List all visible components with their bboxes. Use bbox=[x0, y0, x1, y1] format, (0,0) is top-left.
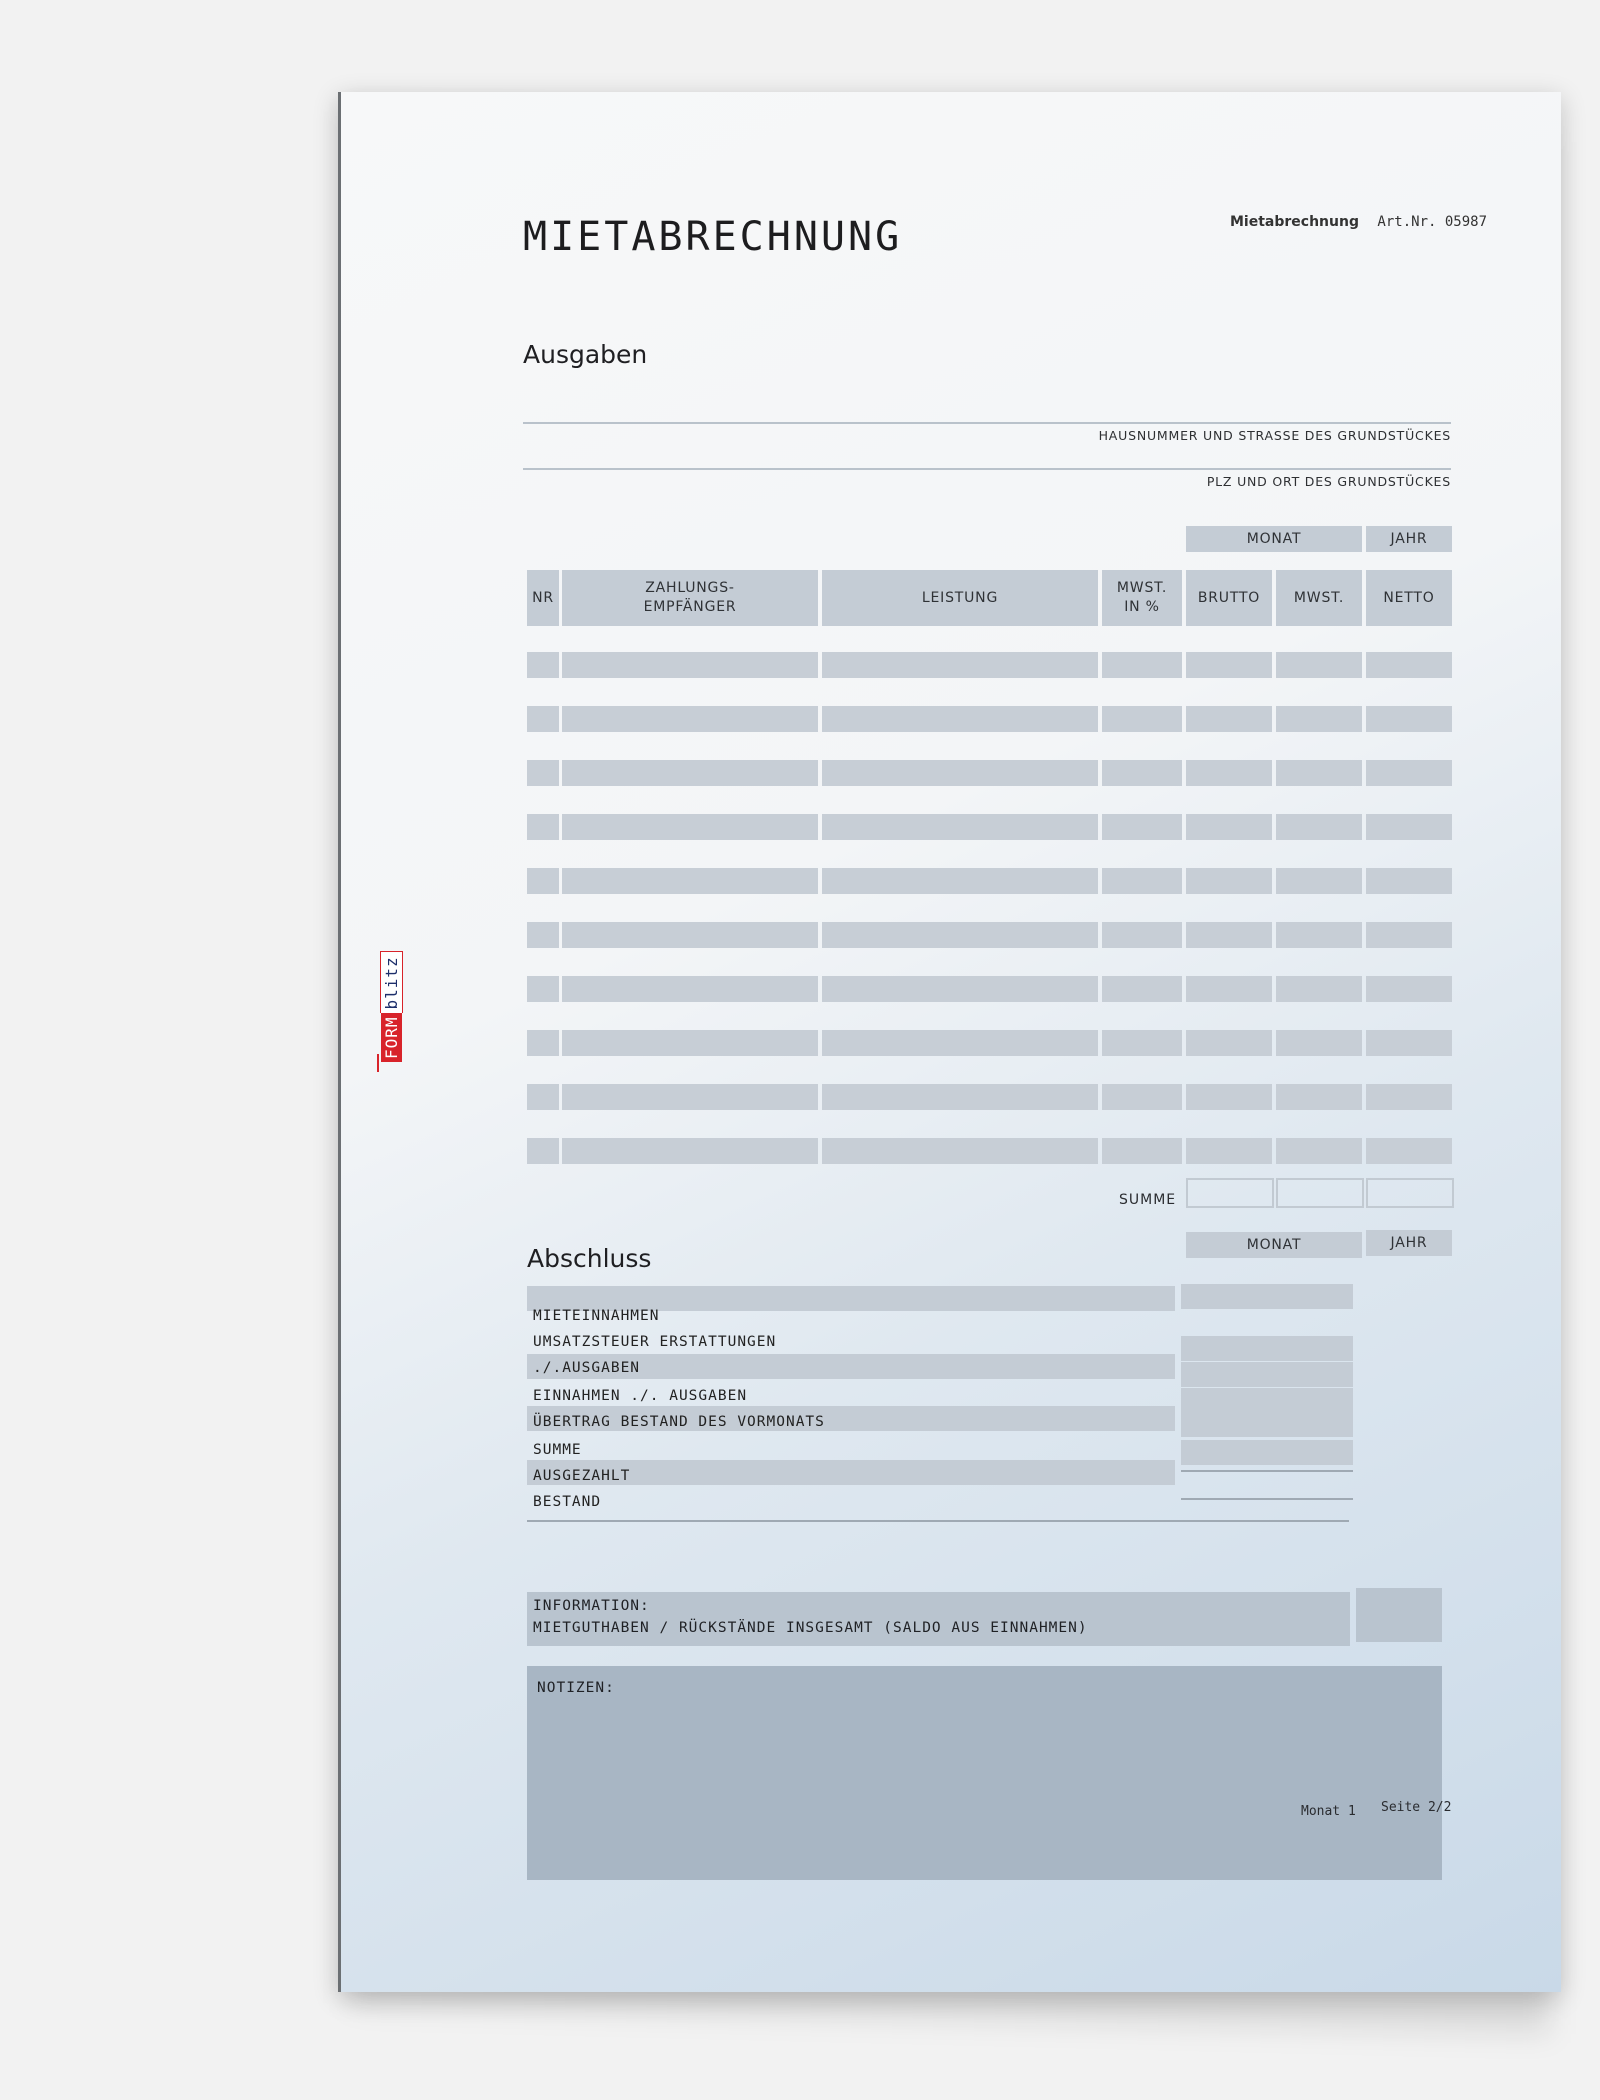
cell-mwst[interactable] bbox=[1276, 814, 1362, 840]
cell-netto[interactable] bbox=[1366, 1030, 1452, 1056]
cell-netto[interactable] bbox=[1366, 652, 1452, 678]
brand-part-blitz: blitz bbox=[380, 951, 403, 1013]
column-header-leistung: LEISTUNG bbox=[822, 570, 1098, 626]
page-content bbox=[341, 92, 1561, 1992]
cell-mwst-percent[interactable] bbox=[1102, 706, 1182, 732]
cell-leistung[interactable] bbox=[822, 1084, 1098, 1110]
cell-mwst[interactable] bbox=[1276, 868, 1362, 894]
cell-leistung[interactable] bbox=[822, 1030, 1098, 1056]
cell-netto[interactable] bbox=[1366, 1138, 1452, 1164]
column-header-brutto: BRUTTO bbox=[1186, 570, 1272, 626]
cell-netto[interactable] bbox=[1366, 976, 1452, 1002]
city-label: PLZ UND ORT DES GRUNDSTÜCKES bbox=[1206, 474, 1451, 489]
notes-field[interactable] bbox=[527, 1666, 1442, 1880]
summe-netto[interactable] bbox=[1366, 1178, 1454, 1208]
information-label: INFORMATION: bbox=[533, 1598, 650, 1614]
cell-netto[interactable] bbox=[1366, 760, 1452, 786]
abschluss-label-mieteinnahmen: MIETEINNAHMEN bbox=[533, 1308, 660, 1324]
cell-mwst[interactable] bbox=[1276, 760, 1362, 786]
cell-brutto[interactable] bbox=[1186, 652, 1272, 678]
abschluss-label-ausgezahlt: AUSGEZAHLT bbox=[533, 1468, 631, 1484]
cell-brutto[interactable] bbox=[1186, 1030, 1272, 1056]
column-header-mwst: MWST. bbox=[1276, 570, 1362, 626]
cell-mwst-percent[interactable] bbox=[1102, 1030, 1182, 1056]
bestand-underline bbox=[527, 1520, 1349, 1522]
cell-mwst[interactable] bbox=[1276, 652, 1362, 678]
summe-brutto[interactable] bbox=[1186, 1178, 1274, 1208]
cell-mwst[interactable] bbox=[1276, 1138, 1362, 1164]
abschluss-field-summe[interactable] bbox=[1181, 1440, 1353, 1465]
abschluss-field-einnahmen-ausgaben[interactable] bbox=[1181, 1388, 1353, 1413]
group-header-jahr: JAHR bbox=[1366, 526, 1452, 552]
cell-empfaenger[interactable] bbox=[562, 922, 818, 948]
abschluss-label-summe: SUMME bbox=[533, 1442, 582, 1458]
information-box bbox=[527, 1592, 1350, 1646]
cell-nr[interactable] bbox=[527, 868, 559, 894]
cell-brutto[interactable] bbox=[1186, 814, 1272, 840]
cell-mwst[interactable] bbox=[1276, 1030, 1362, 1056]
cell-empfaenger[interactable] bbox=[562, 976, 818, 1002]
cell-empfaenger[interactable] bbox=[562, 1030, 818, 1056]
cell-netto[interactable] bbox=[1366, 868, 1452, 894]
cell-brutto[interactable] bbox=[1186, 868, 1272, 894]
header-form-name: Mietabrechnung bbox=[1230, 214, 1359, 230]
cell-brutto[interactable] bbox=[1186, 1084, 1272, 1110]
document-title: MIETABRECHNUNG bbox=[523, 214, 903, 260]
abschluss-label-bestand: BESTAND bbox=[533, 1494, 602, 1510]
group-header-monat: MONAT bbox=[1186, 526, 1362, 552]
abschluss-field-mieteinnahmen[interactable] bbox=[1181, 1284, 1353, 1309]
column-header-nr: NR bbox=[527, 570, 559, 626]
cell-brutto[interactable] bbox=[1186, 922, 1272, 948]
cell-leistung[interactable] bbox=[822, 652, 1098, 678]
abschluss-label-ausgaben: ./.AUSGABEN bbox=[533, 1360, 641, 1376]
abschluss-header-jahr: JAHR bbox=[1366, 1230, 1452, 1256]
cell-mwst-percent[interactable] bbox=[1102, 1084, 1182, 1110]
column-header-netto: NETTO bbox=[1366, 570, 1452, 626]
cell-empfaenger[interactable] bbox=[562, 814, 818, 840]
notes-label: NOTIZEN: bbox=[537, 1680, 615, 1696]
cell-nr[interactable] bbox=[527, 814, 559, 840]
formblitz-logo bbox=[380, 951, 403, 1062]
cell-brutto[interactable] bbox=[1186, 706, 1272, 732]
cell-netto[interactable] bbox=[1366, 1084, 1452, 1110]
cell-leistung[interactable] bbox=[822, 868, 1098, 894]
ausgaben-heading: Ausgaben bbox=[523, 340, 648, 369]
cell-leistung[interactable] bbox=[822, 922, 1098, 948]
cell-nr[interactable] bbox=[527, 976, 559, 1002]
address-line[interactable] bbox=[523, 422, 1451, 424]
cell-empfaenger[interactable] bbox=[562, 1084, 818, 1110]
summe-mwst[interactable] bbox=[1276, 1178, 1364, 1208]
cell-nr[interactable] bbox=[527, 1138, 559, 1164]
abschluss-field-bestand[interactable] bbox=[1181, 1498, 1353, 1500]
cell-empfaenger[interactable] bbox=[562, 760, 818, 786]
abschluss-header-monat: MONAT bbox=[1186, 1232, 1362, 1258]
cell-mwst[interactable] bbox=[1276, 922, 1362, 948]
abschluss-label-umsatzsteuer: UMSATZSTEUER ERSTATTUNGEN bbox=[533, 1334, 777, 1350]
cell-leistung[interactable] bbox=[822, 1138, 1098, 1164]
document-page bbox=[338, 92, 1561, 1992]
header-article-number: Art.Nr. 05987 bbox=[1377, 214, 1487, 230]
abschluss-heading: Abschluss bbox=[527, 1244, 652, 1273]
cell-nr[interactable] bbox=[527, 1084, 559, 1110]
abschluss-field-uebertrag[interactable] bbox=[1181, 1412, 1353, 1437]
cell-nr[interactable] bbox=[527, 706, 559, 732]
cell-brutto[interactable] bbox=[1186, 976, 1272, 1002]
cell-mwst[interactable] bbox=[1276, 976, 1362, 1002]
cell-mwst[interactable] bbox=[1276, 1084, 1362, 1110]
cell-nr[interactable] bbox=[527, 1030, 559, 1056]
cell-leistung[interactable] bbox=[822, 706, 1098, 732]
cell-nr[interactable] bbox=[527, 760, 559, 786]
summe-label: SUMME bbox=[1119, 1192, 1177, 1208]
cell-mwst-percent[interactable] bbox=[1102, 814, 1182, 840]
cell-empfaenger[interactable] bbox=[562, 652, 818, 678]
abschluss-field-ausgaben[interactable] bbox=[1181, 1362, 1353, 1387]
cell-empfaenger[interactable] bbox=[562, 706, 818, 732]
cell-netto[interactable] bbox=[1366, 706, 1452, 732]
cell-mwst[interactable] bbox=[1276, 706, 1362, 732]
cell-empfaenger[interactable] bbox=[562, 868, 818, 894]
cell-mwst-percent[interactable] bbox=[1102, 652, 1182, 678]
cell-nr[interactable] bbox=[527, 652, 559, 678]
cell-mwst-percent[interactable] bbox=[1102, 976, 1182, 1002]
cell-leistung[interactable] bbox=[822, 814, 1098, 840]
cell-netto[interactable] bbox=[1366, 922, 1452, 948]
information-value-field[interactable] bbox=[1356, 1588, 1442, 1642]
cell-leistung[interactable] bbox=[822, 760, 1098, 786]
abschluss-label-einnahmen-ausgaben: EINNAHMEN ./. AUSGABEN bbox=[533, 1388, 748, 1404]
footer-page: Seite 2/2 bbox=[1381, 1800, 1452, 1815]
column-header-empfaenger: ZAHLUNGS- EMPFÄNGER bbox=[562, 570, 818, 626]
cell-mwst-percent[interactable] bbox=[1102, 1138, 1182, 1164]
cell-leistung[interactable] bbox=[822, 976, 1098, 1002]
cell-mwst-percent[interactable] bbox=[1102, 868, 1182, 894]
cell-brutto[interactable] bbox=[1186, 1138, 1272, 1164]
brand-accent-line bbox=[377, 1054, 379, 1072]
cell-mwst-percent[interactable] bbox=[1102, 760, 1182, 786]
city-line[interactable] bbox=[523, 468, 1451, 470]
column-header-mwst-percent: MWST. IN % bbox=[1102, 570, 1182, 626]
abschluss-label-uebertrag: ÜBERTRAG BESTAND DES VORMONATS bbox=[533, 1414, 825, 1430]
abschluss-field-ausgezahlt[interactable] bbox=[1181, 1470, 1353, 1472]
cell-brutto[interactable] bbox=[1186, 760, 1272, 786]
information-text: MIETGUTHABEN / RÜCKSTÄNDE INSGESAMT (SALDO AUS EINNAHMEN) bbox=[533, 1620, 1088, 1636]
abschluss-field-umsatzsteuer[interactable] bbox=[1181, 1336, 1353, 1361]
cell-nr[interactable] bbox=[527, 922, 559, 948]
footer-month: Monat 1 bbox=[1301, 1804, 1356, 1819]
cell-mwst-percent[interactable] bbox=[1102, 922, 1182, 948]
cell-netto[interactable] bbox=[1366, 814, 1452, 840]
address-label: HAUSNUMMER UND STRASSE DES GRUNDSTÜCKES bbox=[1098, 428, 1451, 443]
header-reference bbox=[1230, 214, 1487, 230]
cell-empfaenger[interactable] bbox=[562, 1138, 818, 1164]
brand-part-form: FORM bbox=[381, 1013, 402, 1062]
